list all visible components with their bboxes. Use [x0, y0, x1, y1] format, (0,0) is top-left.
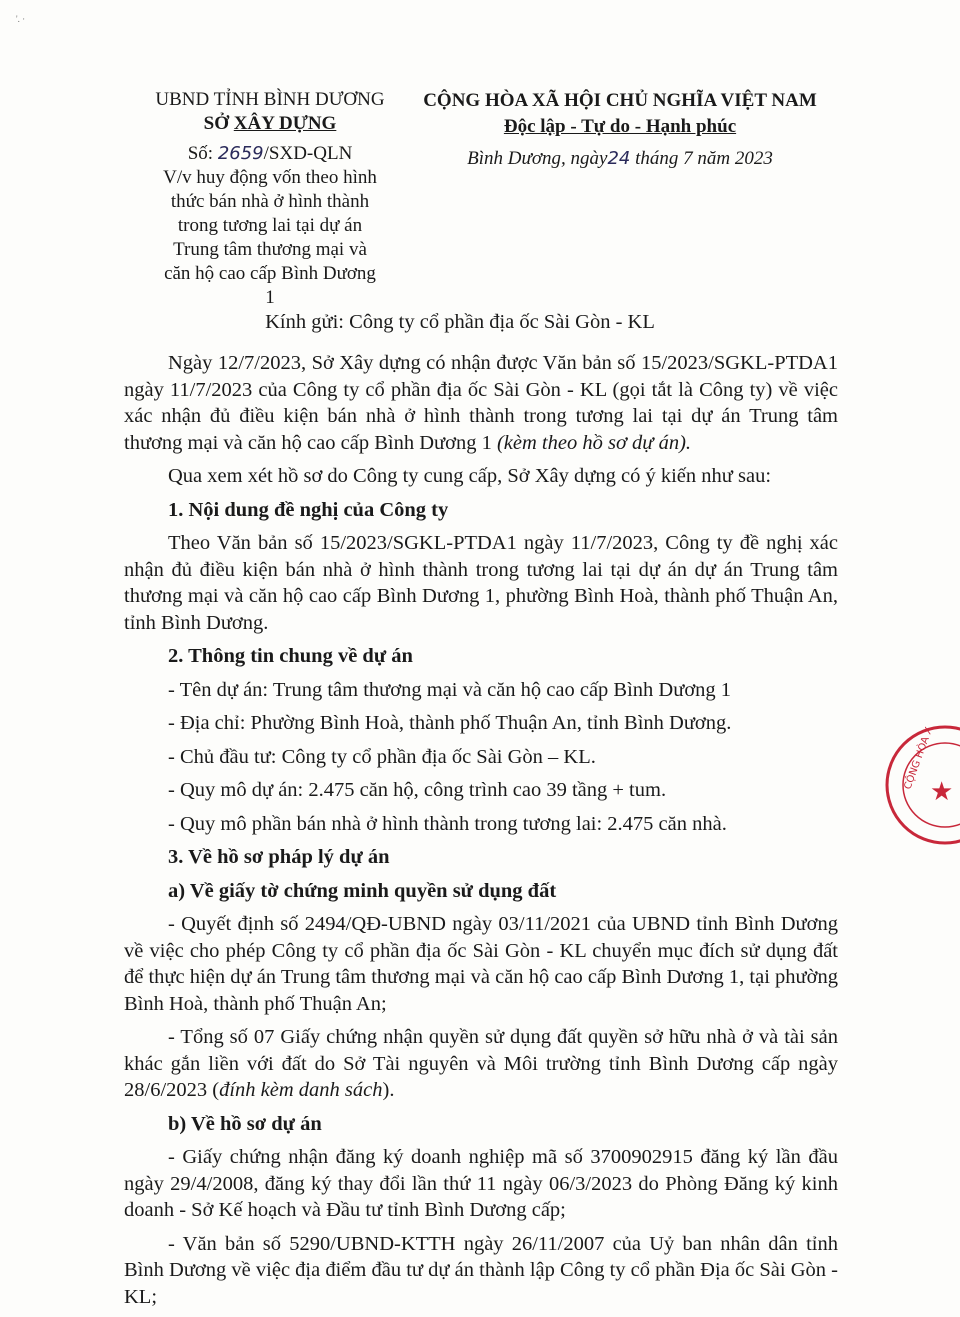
paragraph-5: - Tổng số 07 Giấy chứng nhận quyền sử dụng đất quyền sở hữu nhà ở và tài sản khác gắn liền với đất do Sở Tài nguyên và Môi trường tỉnh Bình Dương cấp ngày 28/6/2023 (đính kèm danh sách).: [124, 1026, 838, 1101]
recipient: Kính gửi: Công ty cổ phần địa ốc Sài Gòn - KL: [265, 311, 655, 333]
paragraph-3: Theo Văn bản số 15/2023/SGKL-PTDA1 ngày 11/7/2023, Công ty đề nghị xác nhận đủ điều kiện bán nhà ở hình thành trong tương lai tại dự án dự án Trung tâm thương mại và căn hộ cao cấp Bình Dương 1, phường Bình Hoà, thành phố Thuận An, tỉnh Bình Dương.: [124, 532, 838, 634]
handwritten-day: 24: [607, 148, 631, 169]
list-item: - Quy mô dự án: 2.475 căn hộ, công trình cao 39 tầng + tum.: [168, 779, 667, 801]
stamp-text: CỘNG HÒA X: [902, 725, 936, 792]
red-seal-stamp: [870, 720, 960, 850]
heading-3a: a) Về giấy tờ chứng minh quyền sử dụng đất: [168, 879, 557, 902]
list-item: - Quy mô phần bán nhà ở hình thành trong tương lai: 2.475 căn nhà.: [168, 812, 727, 835]
header-right: [405, 88, 835, 172]
handwritten-number: 2659: [217, 143, 264, 164]
paragraph-2: Qua xem xét hồ sơ do Công ty cung cấp, Sở Xây dựng có ý kiến như sau:: [168, 465, 772, 487]
list-item: - Chủ đầu tư: Công ty cổ phần địa ốc Sài Gòn – KL.: [168, 745, 596, 768]
paragraph-1: Ngày 12/7/2023, Sở Xây dựng có nhận được Văn bản số 15/2023/SGKL-PTDA1 ngày 11/7/2023 của Công ty cổ phần địa ốc Sài Gòn - KL (gọi tắt là Công ty) về việc xác nhận đủ điều kiện bán nhà ở hình thành trong tương lai tại dự án Trung tâm thương mại và căn hộ cao cấp Bình Dương 1 (kèm theo hồ sơ dự án).: [124, 352, 838, 454]
motto: Độc lập - Tự do - Hạnh phúc: [503, 116, 737, 137]
heading-1: 1. Nội dung đề nghị của Công ty: [168, 498, 449, 521]
paragraph-7: - Văn bản số 5290/UBND-KTTH ngày 26/11/2007 của Uỷ ban nhân dân tỉnh Bình Dương về việc địa điểm đầu tư dự án thành lập Công ty cổ phần Địa ốc Sài Gòn - KL;: [124, 1232, 838, 1308]
document-subject: V/v huy động vốn theo hình thức bán nhà ở hình thành trong tương lai tại dự án Trung tâm thương mại và căn hộ cao cấp Bình Dương 1: [163, 167, 377, 308]
paragraph-4: - Quyết định số 2494/QĐ-UBND ngày 03/11/2021 của UBND tỉnh Bình Dương về việc cho phép Công ty cổ phần địa ốc Sài Gòn - KL chuyển mục đích sử dụng đất để thực hiện dự án Trung tâm thương mại và căn hộ cao cấp Bình Dương 1, tại phường Bình Hoà, thành phố Thuận An;: [124, 913, 838, 1015]
paragraph-6: - Giấy chứng nhận đăng ký doanh nghiệp mã số 3700902915 đăng ký lần đầu ngày 29/4/2008, đăng ký thay đổi lần thứ 11 ngày 06/3/2023 do Phòng Đăng ký kinh doanh - Sở Kế hoạch và Đầu tư tỉnh Bình Dương cấp;: [124, 1146, 838, 1221]
scan-mark: '. ·: [16, 14, 26, 24]
heading-2: 2. Thông tin chung về dự án: [168, 645, 413, 667]
document-body: [124, 350, 838, 1317]
heading-3: 3. Về hồ sơ pháp lý dự án: [168, 846, 390, 868]
org-name: UBND TỈNH BÌNH DƯƠNG: [155, 89, 385, 110]
dept-name: SỞ XÂY DỰNG: [203, 113, 337, 134]
document-number: Số: 2659/SXD-QLN: [187, 143, 353, 164]
list-item: - Tên dự án: Trung tâm thương mại và căn hộ cao cấp Bình Dương 1: [168, 678, 732, 701]
document-date: Bình Dương, ngày24 tháng 7 năm 2023: [467, 148, 773, 169]
header-left: [120, 88, 420, 310]
heading-3b: b) Về hồ sơ dự án: [168, 1112, 322, 1135]
list-item: - Địa chỉ: Phường Bình Hoà, thành phố Thuận An, tỉnh Bình Dương.: [168, 712, 732, 734]
stamp-star: ★: [930, 777, 954, 807]
nation-name: CỘNG HÒA XÃ HỘI CHỦ NGHĨA VIỆT NAM: [423, 90, 817, 111]
